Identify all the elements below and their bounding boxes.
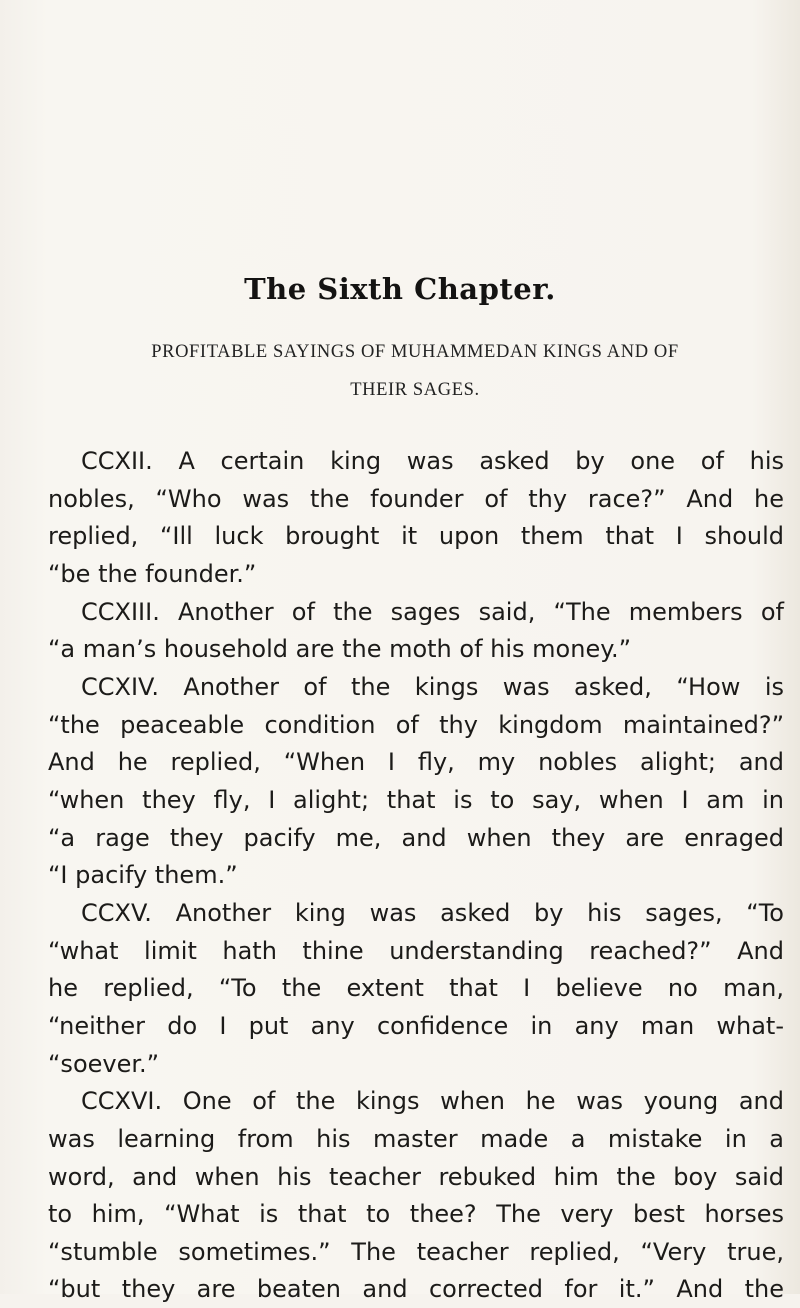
- text-line: to him, “What is that to thee? The very best horses: [48, 1200, 784, 1228]
- text-line: CCXII. A certain king was asked by one of his: [81, 447, 784, 475]
- text-line: he replied, “To the extent that I believe no man,: [48, 974, 784, 1002]
- text-line: CCXV. Another king was asked by his sages, “To: [81, 899, 784, 927]
- chapter-subtitle-line-2: THEIR SAGES.: [350, 380, 480, 400]
- text-line: nobles, “Who was the founder of thy race?” And he: [48, 485, 784, 513]
- text-line: “but they are beaten and corrected for it.” And the: [48, 1275, 784, 1303]
- text-line: “a rage they pacify me, and when they are enraged: [48, 824, 784, 852]
- text-line: And he replied, “When I fly, my nobles alight; and: [48, 748, 784, 776]
- text-line: “soever.”: [48, 1050, 160, 1078]
- text-line: “the peaceable condition of thy kingdom maintained?”: [48, 711, 784, 739]
- chapter-title: The Sixth Chapter.: [244, 272, 556, 306]
- text-line: “I pacify them.”: [48, 861, 238, 889]
- text-line: CCXIII. Another of the sages said, “The members of: [81, 598, 784, 626]
- text-line: replied, “Ill luck brought it upon them that I should: [48, 522, 784, 550]
- text-line: “be the founder.”: [48, 560, 257, 588]
- chapter-subtitle-line-1: PROFITABLE SAYINGS OF MUHAMMEDAN KINGS AND OF: [151, 342, 679, 362]
- text-line: “stumble sometimes.” The teacher replied, “Very true,: [48, 1238, 784, 1266]
- text-line: “a man’s household are the moth of his money.”: [48, 635, 632, 663]
- text-line: “when they fly, I alight; that is to say, when I am in: [48, 786, 784, 814]
- text-line: CCXVI. One of the kings when he was young and: [81, 1087, 784, 1115]
- text-line: “neither do I put any confidence in any man what-: [48, 1012, 784, 1040]
- text-line: “what limit hath thine understanding reached?” And: [48, 937, 784, 965]
- text-line: was learning from his master made a mistake in a: [48, 1125, 784, 1153]
- text-line: CCXIV. Another of the kings was asked, “How is: [81, 673, 784, 701]
- text-line: word, and when his teacher rebuked him the boy said: [48, 1163, 784, 1191]
